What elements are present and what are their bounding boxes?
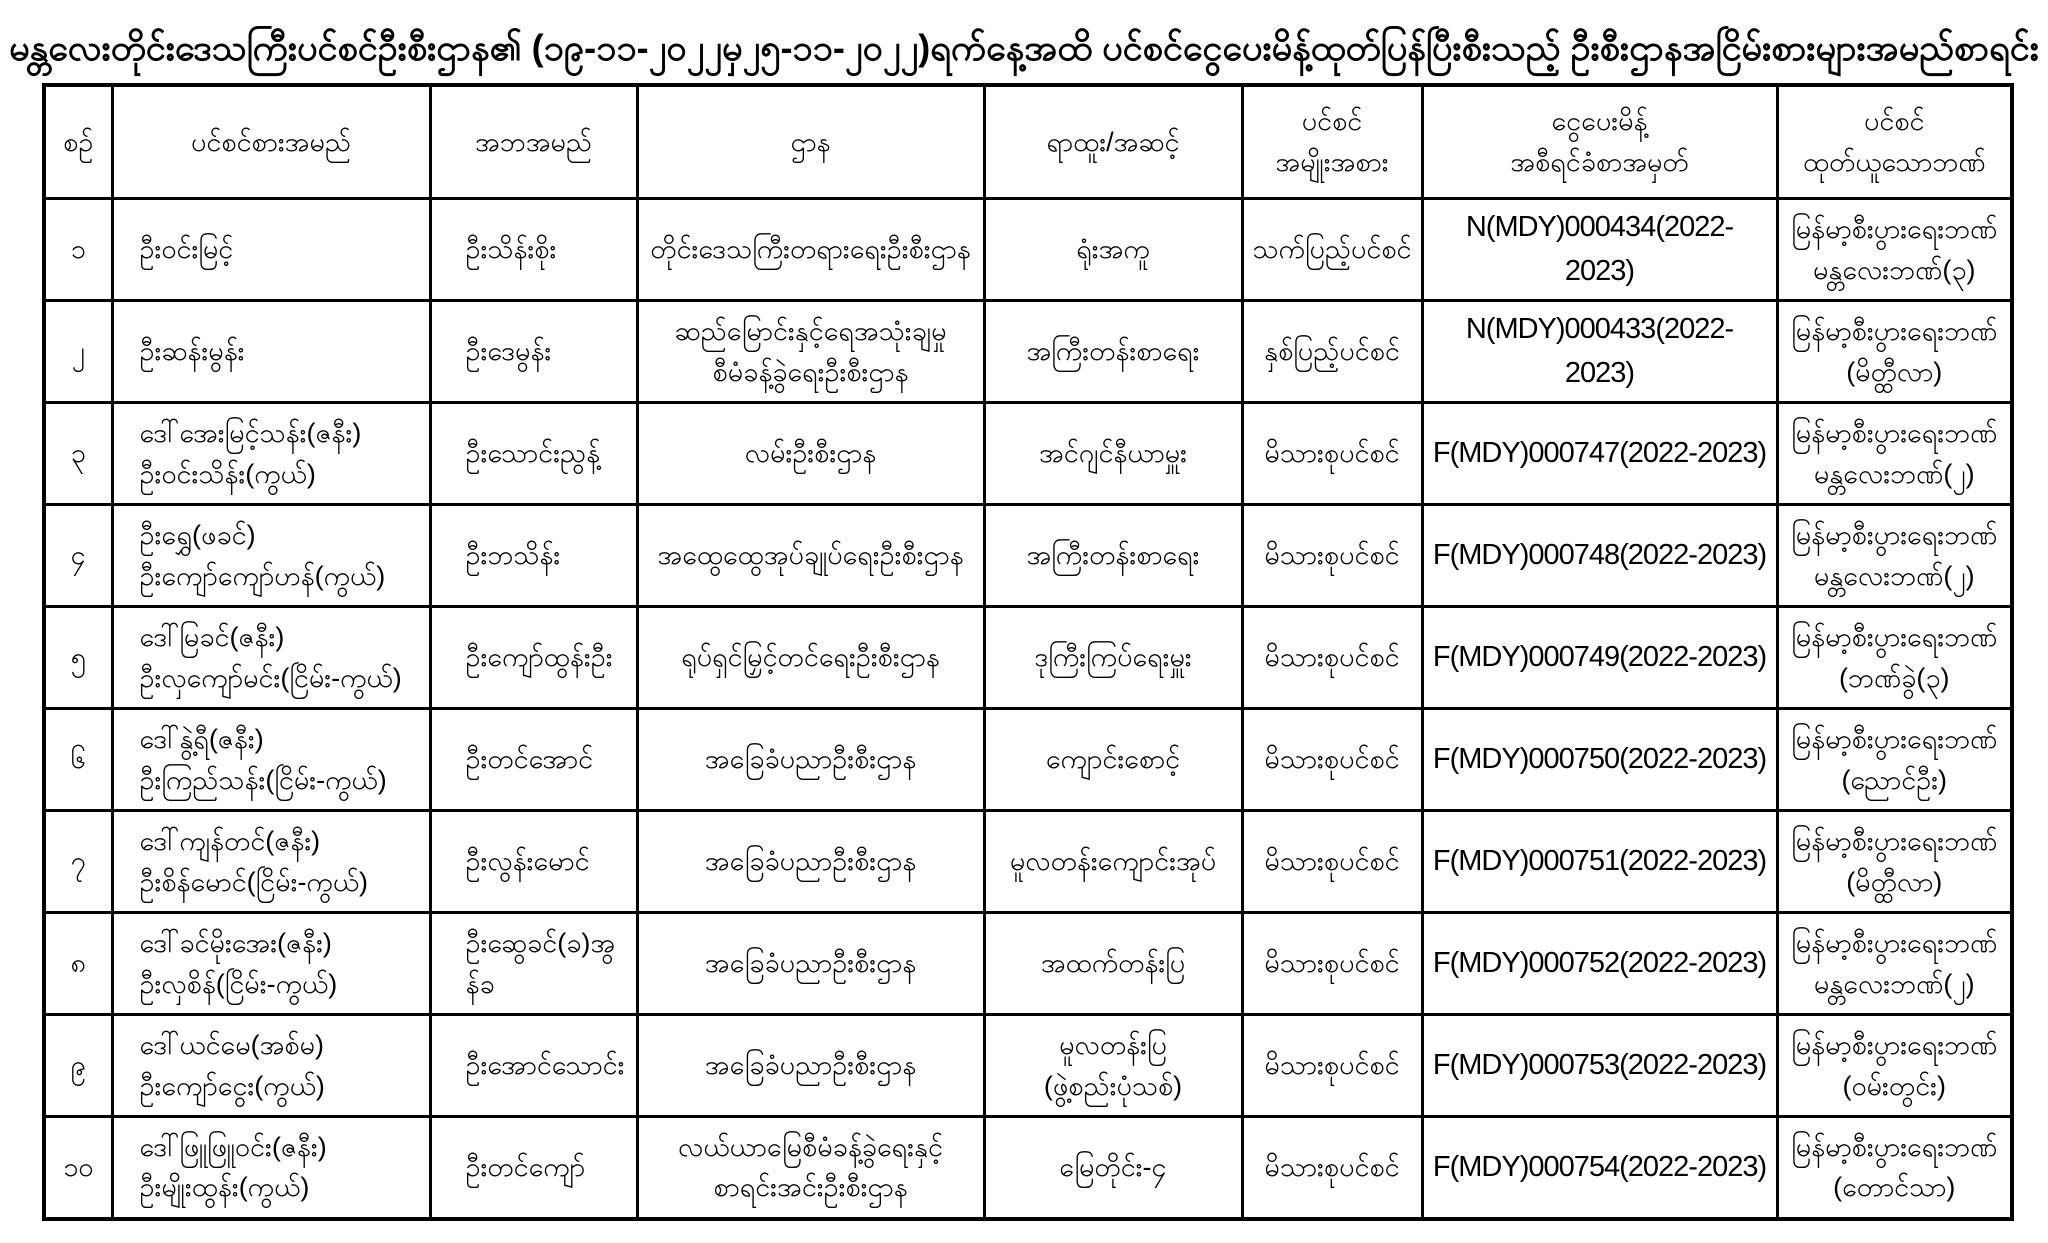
position-line: ကျောင်းစောင့် <box>1045 744 1181 775</box>
bank-name <box>1777 607 2012 709</box>
father-name <box>430 811 637 913</box>
pension-type-line: မိသားစုပင်စင် <box>1264 438 1400 469</box>
position <box>984 403 1242 505</box>
pensioner-name-line: ဦးလှစိန်(ငြိမ်း-ကွယ်) <box>139 968 338 999</box>
serial-number-line: ၂ <box>71 336 85 367</box>
pension-type <box>1242 505 1422 607</box>
pensioner-name <box>112 1015 430 1117</box>
department <box>637 1015 984 1117</box>
payment-order-number <box>1422 403 1777 505</box>
pension-type-line: မိသားစုပင်စင် <box>1264 540 1400 571</box>
payment-order-number-line: F(MDY)000754(2022-2023) <box>1432 1150 1767 1183</box>
column-header-order-line: ငွေပေးမိန့် <box>1551 106 1648 137</box>
pension-type <box>1242 607 1422 709</box>
father-name-line: ဦးကျော်ထွန်းဦး <box>465 642 613 673</box>
bank-name-line: မြန်မာ့စီးပွားရေးဘဏ် <box>1791 1131 1998 1162</box>
serial-number-line: ၃ <box>70 438 86 469</box>
table-row <box>44 607 2012 709</box>
serial-number-line: ၉ <box>70 1050 86 1081</box>
bank-name <box>1777 505 2012 607</box>
column-header-type <box>1242 85 1422 199</box>
pensioner-name <box>112 403 430 505</box>
bank-name-line: မြန်မာ့စီးပွားရေးဘဏ် <box>1791 316 1998 347</box>
position <box>984 811 1242 913</box>
department <box>637 403 984 505</box>
pensioner-name <box>112 913 430 1015</box>
bank-name <box>1777 199 2012 301</box>
table-row <box>44 709 2012 811</box>
father-name <box>430 403 637 505</box>
pensioner-name-line: ဦးဆန်းမွန်း <box>139 336 245 367</box>
position-line: ရုံးအကူ <box>1076 234 1150 265</box>
father-name-line: ဦးလွန်းမောင် <box>465 846 590 877</box>
father-name <box>430 913 637 1015</box>
pensioner-name-line: ဦးကျော်ကျော်ဟန်(ကွယ်) <box>139 560 386 591</box>
father-name <box>430 199 637 301</box>
father-name-line: ဦးဘသိန်း <box>465 540 561 571</box>
pensioner-name <box>112 709 430 811</box>
pension-type-line: မိသားစုပင်စင် <box>1264 1050 1400 1081</box>
department-line: တိုင်းဒေသကြီးတရားရေးဦးစီးဌာန <box>650 234 971 265</box>
serial-number <box>44 403 112 505</box>
bank-name-line: (မိတ္ထီလာ) <box>1846 866 1943 897</box>
table-row <box>44 301 2012 403</box>
position-line: အကြီးတန်းစာရေး <box>1026 336 1200 367</box>
father-name-line: ဦးသိန်းစိုး <box>465 234 557 265</box>
position-line: မြေတိုင်း-၄ <box>1059 1152 1167 1183</box>
position <box>984 505 1242 607</box>
serial-number-line: ၅ <box>70 642 86 673</box>
column-header-order-line: အစီရင်ခံစာအမှတ် <box>1510 146 1689 177</box>
position <box>984 199 1242 301</box>
payment-order-number-line: F(MDY)000749(2022-2023) <box>1432 640 1767 673</box>
department <box>637 913 984 1015</box>
position-line: အကြီးတန်းစာရေး <box>1026 540 1200 571</box>
pensioner-name-line: ဒေါ်ယင်မေ(အစ်မ) <box>139 1030 325 1061</box>
pension-type-line: နှစ်ပြည့်ပင်စင် <box>1264 336 1400 367</box>
father-name <box>430 709 637 811</box>
pension-type <box>1242 913 1422 1015</box>
page-title: မန္တလေးတိုင်းဒေသကြီးပင်စင်ဦးစီးဌာန၏ (၁၉-၁၁-၂၀၂၂မှ၂၅-၁၁-၂၀၂၂)ရက်နေ့အထိ ပင်စင်ငွေပေးမိန့်ထုတ်ပြန်ပြီးစီးသည့် ဦးစီးဌာနအငြိမ်းစားများအမည်စာရင်း <box>9 27 2039 68</box>
position-line: အထက်တန်းပြ <box>1040 948 1186 979</box>
bank-name-line: (ဘဏ်ခွဲ(၃) <box>1838 662 1950 693</box>
column-header-position-line: ရာထူး/အဆင့် <box>1046 126 1180 157</box>
column-header-type-line: အမျိုးအစား <box>1275 146 1389 177</box>
serial-number-line: ၈ <box>70 948 86 979</box>
payment-order-number-line: N(MDY)000433(2022-2023) <box>1465 313 1734 389</box>
department <box>637 199 984 301</box>
bank-name-line: မြန်မာ့စီးပွားရေးဘဏ် <box>1791 520 1998 551</box>
column-header-name-line: ပင်စင်စားအမည် <box>191 126 351 157</box>
bank-name <box>1777 1117 2012 1219</box>
father-name-line: ဦးအောင်သောင်း <box>465 1050 625 1081</box>
column-header-father-line: အဘအမည် <box>474 126 593 157</box>
department-line: အခြေခံပညာဦးစီးဌာန <box>704 948 917 979</box>
serial-number <box>44 199 112 301</box>
column-header-no-line: စဉ် <box>63 126 94 157</box>
bank-name-line: မြန်မာ့စီးပွားရေးဘဏ် <box>1791 418 1998 449</box>
pension-type-line: သက်ပြည့်ပင်စင် <box>1252 234 1412 265</box>
column-header-bank-line: ပင်စင် <box>1863 106 1925 137</box>
bank-name-line: မြန်မာ့စီးပွားရေးဘဏ် <box>1791 724 1998 755</box>
serial-number <box>44 1117 112 1219</box>
payment-order-number <box>1422 1117 1777 1219</box>
serial-number <box>44 505 112 607</box>
pensioner-name <box>112 301 430 403</box>
pension-type <box>1242 1117 1422 1219</box>
position <box>984 1117 1242 1219</box>
table-row <box>44 403 2012 505</box>
pensioner-name <box>112 811 430 913</box>
bank-name <box>1777 709 2012 811</box>
bank-name-line: မြန်မာ့စီးပွားရေးဘဏ် <box>1791 1030 1998 1061</box>
serial-number-line: ၆ <box>70 744 86 775</box>
bank-name-line: မြန်မာ့စီးပွားရေးဘဏ် <box>1791 928 1998 959</box>
pension-type-line: မိသားစုပင်စင် <box>1264 846 1400 877</box>
father-name <box>430 301 637 403</box>
serial-number-line: ၁၀ <box>63 1152 94 1183</box>
payment-order-number <box>1422 709 1777 811</box>
table-header <box>44 85 2012 199</box>
column-header-name <box>112 85 430 199</box>
department-line: လမ်းဦးစီးဌာန <box>744 438 877 469</box>
column-header-type-line: ပင်စင် <box>1301 106 1363 137</box>
position <box>984 709 1242 811</box>
pensioner-name-line: ဒေါ်ဖြူဖြူဝင်း(ဇနီး) <box>139 1131 327 1162</box>
pensioner-name <box>112 199 430 301</box>
department <box>637 301 984 403</box>
column-header-order <box>1422 85 1777 199</box>
bank-name <box>1777 913 2012 1015</box>
pensioner-name-line: ဒေါ်ကျန်တင်(ဇနီး) <box>139 826 321 857</box>
table-row <box>44 913 2012 1015</box>
position <box>984 1015 1242 1117</box>
department-line: စီမံခန့်ခွဲရေးဦးစီးဌာန <box>712 356 909 387</box>
pension-type <box>1242 1015 1422 1117</box>
header-row <box>44 85 2012 199</box>
payment-order-number-line: F(MDY)000750(2022-2023) <box>1432 742 1767 775</box>
pensioner-name-line: ဦးဝင်းမြင့် <box>139 234 234 265</box>
department <box>637 1117 984 1219</box>
pensioner-name-line: ဒေါ်အေးမြင့်သန်း(ဇနီး) <box>139 418 362 449</box>
column-header-father <box>430 85 637 199</box>
bank-name <box>1777 301 2012 403</box>
pensioner-name-line: ဒေါ်ခင်မိုးအေး(ဇနီး) <box>139 928 332 959</box>
department <box>637 607 984 709</box>
table-row <box>44 199 2012 301</box>
pensioner-name-line: ဒေါ်နွဲ့ရီ(ဇနီး) <box>139 724 264 755</box>
pensioner-name-line: ဦးလှကျော်မင်း(ငြိမ်း-ကွယ်) <box>139 662 402 693</box>
father-name <box>430 505 637 607</box>
department-line: ဆည်မြောင်းနှင့်ရေအသုံးချမှု <box>674 316 947 347</box>
serial-number <box>44 607 112 709</box>
department <box>637 709 984 811</box>
payment-order-number <box>1422 607 1777 709</box>
payment-order-number-line: F(MDY)000747(2022-2023) <box>1432 436 1767 469</box>
pension-type <box>1242 811 1422 913</box>
position-line: မူလတန်းပြ <box>1059 1030 1167 1061</box>
column-header-no <box>44 85 112 199</box>
position <box>984 301 1242 403</box>
payment-order-number-line: F(MDY)000752(2022-2023) <box>1432 946 1767 979</box>
payment-order-number-line: N(MDY)000434(2022-2023) <box>1465 211 1734 287</box>
bank-name-line: မန္တလေးဘဏ်(၃) <box>1812 254 1976 285</box>
bank-name-line: မြန်မာ့စီးပွားရေးဘဏ် <box>1791 622 1998 653</box>
department-line: လယ်ယာမြေစီမံခန့်ခွဲရေးနှင့် <box>678 1131 943 1162</box>
father-name-line: ဦးတင်အောင် <box>465 744 594 775</box>
pensioner-name-line: ဦးဝင်းသိန်း(ကွယ်) <box>139 458 316 489</box>
serial-number-line: ၄ <box>70 540 86 571</box>
position-line: အင်ဂျင်နီယာမှူး <box>1039 438 1187 469</box>
father-name-line: ဦးသောင်းညွန့် <box>465 438 601 469</box>
pension-type-line: မိသားစုပင်စင် <box>1264 948 1400 979</box>
department <box>637 811 984 913</box>
payment-order-number <box>1422 913 1777 1015</box>
pension-type <box>1242 301 1422 403</box>
bank-name-line: (ညောင်ဦး) <box>1841 764 1948 795</box>
pensioner-name-line: ဦးကြည်သန်း(ငြိမ်း-ကွယ်) <box>139 764 387 795</box>
table-row <box>44 811 2012 913</box>
bank-name-line: မန္တလေးဘဏ်(၂) <box>1813 968 1975 999</box>
column-header-bank-line: ထုတ်ယူသောဘဏ် <box>1802 146 1986 177</box>
table-row <box>44 505 2012 607</box>
pension-type-line: မိသားစုပင်စင် <box>1264 744 1400 775</box>
bank-name-line: (ဝမ်းတွင်း) <box>1842 1070 1947 1101</box>
table-row <box>44 1117 2012 1219</box>
bank-name-line: (မိတ္ထီလာ) <box>1846 356 1943 387</box>
payment-order-number <box>1422 811 1777 913</box>
father-name-line: ဦးတင်ကျော် <box>465 1152 586 1183</box>
pensioner-name <box>112 505 430 607</box>
position-line: (ဖွဲ့စည်းပုံသစ်) <box>1043 1070 1183 1101</box>
pensioner-name <box>112 1117 430 1219</box>
serial-number <box>44 709 112 811</box>
pension-table <box>42 83 2014 1221</box>
father-name <box>430 1015 637 1117</box>
payment-order-number-line: F(MDY)000748(2022-2023) <box>1432 538 1767 571</box>
payment-order-number-line: F(MDY)000751(2022-2023) <box>1432 844 1767 877</box>
serial-number <box>44 913 112 1015</box>
payment-order-number <box>1422 199 1777 301</box>
department-line: အခြေခံပညာဦးစီးဌာန <box>704 744 917 775</box>
bank-name-line: (တောင်သာ) <box>1833 1172 1956 1203</box>
father-name-line: ဦးဒေမွန်း <box>465 336 552 367</box>
pensioner-name-line: ဦးကျော်ငွေး(ကွယ်) <box>139 1070 325 1101</box>
serial-number-line: ၁ <box>70 234 86 265</box>
pension-type <box>1242 199 1422 301</box>
payment-order-number <box>1422 1015 1777 1117</box>
pensioner-name-line: ဦးစိန်မောင်(ငြိမ်း-ကွယ်) <box>139 866 369 897</box>
department <box>637 505 984 607</box>
serial-number-line: ၇ <box>70 846 86 877</box>
serial-number <box>44 301 112 403</box>
department-line: ရုပ်ရှင်မြှင့်တင်ရေးဦးစီးဌာန <box>681 642 940 673</box>
serial-number <box>44 811 112 913</box>
bank-name-line: မြန်မာ့စီးပွားရေးဘဏ် <box>1791 826 1998 857</box>
table-body <box>44 199 2012 1219</box>
pension-type <box>1242 709 1422 811</box>
pension-type <box>1242 403 1422 505</box>
department-line: အထွေထွေအုပ်ချုပ်ရေးဦးစီးဌာန <box>657 540 964 571</box>
serial-number <box>44 1015 112 1117</box>
bank-name-line: မြန်မာ့စီးပွားရေးဘဏ် <box>1791 214 1998 245</box>
father-name <box>430 1117 637 1219</box>
payment-order-number <box>1422 505 1777 607</box>
pensioner-name <box>112 607 430 709</box>
payment-order-number-line: F(MDY)000753(2022-2023) <box>1432 1048 1767 1081</box>
father-name <box>430 607 637 709</box>
table-row <box>44 1015 2012 1117</box>
payment-order-number <box>1422 301 1777 403</box>
column-header-bank <box>1777 85 2012 199</box>
position <box>984 913 1242 1015</box>
bank-name <box>1777 403 2012 505</box>
pension-type-line: မိသားစုပင်စင် <box>1264 642 1400 673</box>
bank-name <box>1777 1015 2012 1117</box>
bank-name-line: မန္တလေးဘဏ်(၂) <box>1813 458 1975 489</box>
pension-type-line: မိသားစုပင်စင် <box>1264 1152 1400 1183</box>
position-line: ဒုကြီးကြပ်ရေးမှူး <box>1034 642 1192 673</box>
column-header-department <box>637 85 984 199</box>
pensioner-name-line: ဦးမျိုးထွန်း(ကွယ်) <box>139 1172 310 1203</box>
column-header-position <box>984 85 1242 199</box>
bank-name <box>1777 811 2012 913</box>
column-header-department-line: ဌာန <box>790 126 831 157</box>
department-line: အခြေခံပညာဦးစီးဌာန <box>704 1050 917 1081</box>
department-line: စာရင်းအင်းဦးစီးဌာန <box>713 1172 908 1203</box>
position-line: မူလတန်းကျောင်းအုပ် <box>1009 846 1217 877</box>
pensioner-name-line: ဒေါ်မြခင်(ဇနီး) <box>139 622 285 653</box>
pensioner-name-line: ဦးရွှေ(ဖခင်) <box>139 520 256 551</box>
father-name-line: ဦးဆွေခင်(ခ)အွန်ခ <box>465 928 616 999</box>
department-line: အခြေခံပညာဦးစီးဌာန <box>704 846 917 877</box>
position <box>984 607 1242 709</box>
bank-name-line: မန္တလေးဘဏ်(၂) <box>1813 560 1975 591</box>
